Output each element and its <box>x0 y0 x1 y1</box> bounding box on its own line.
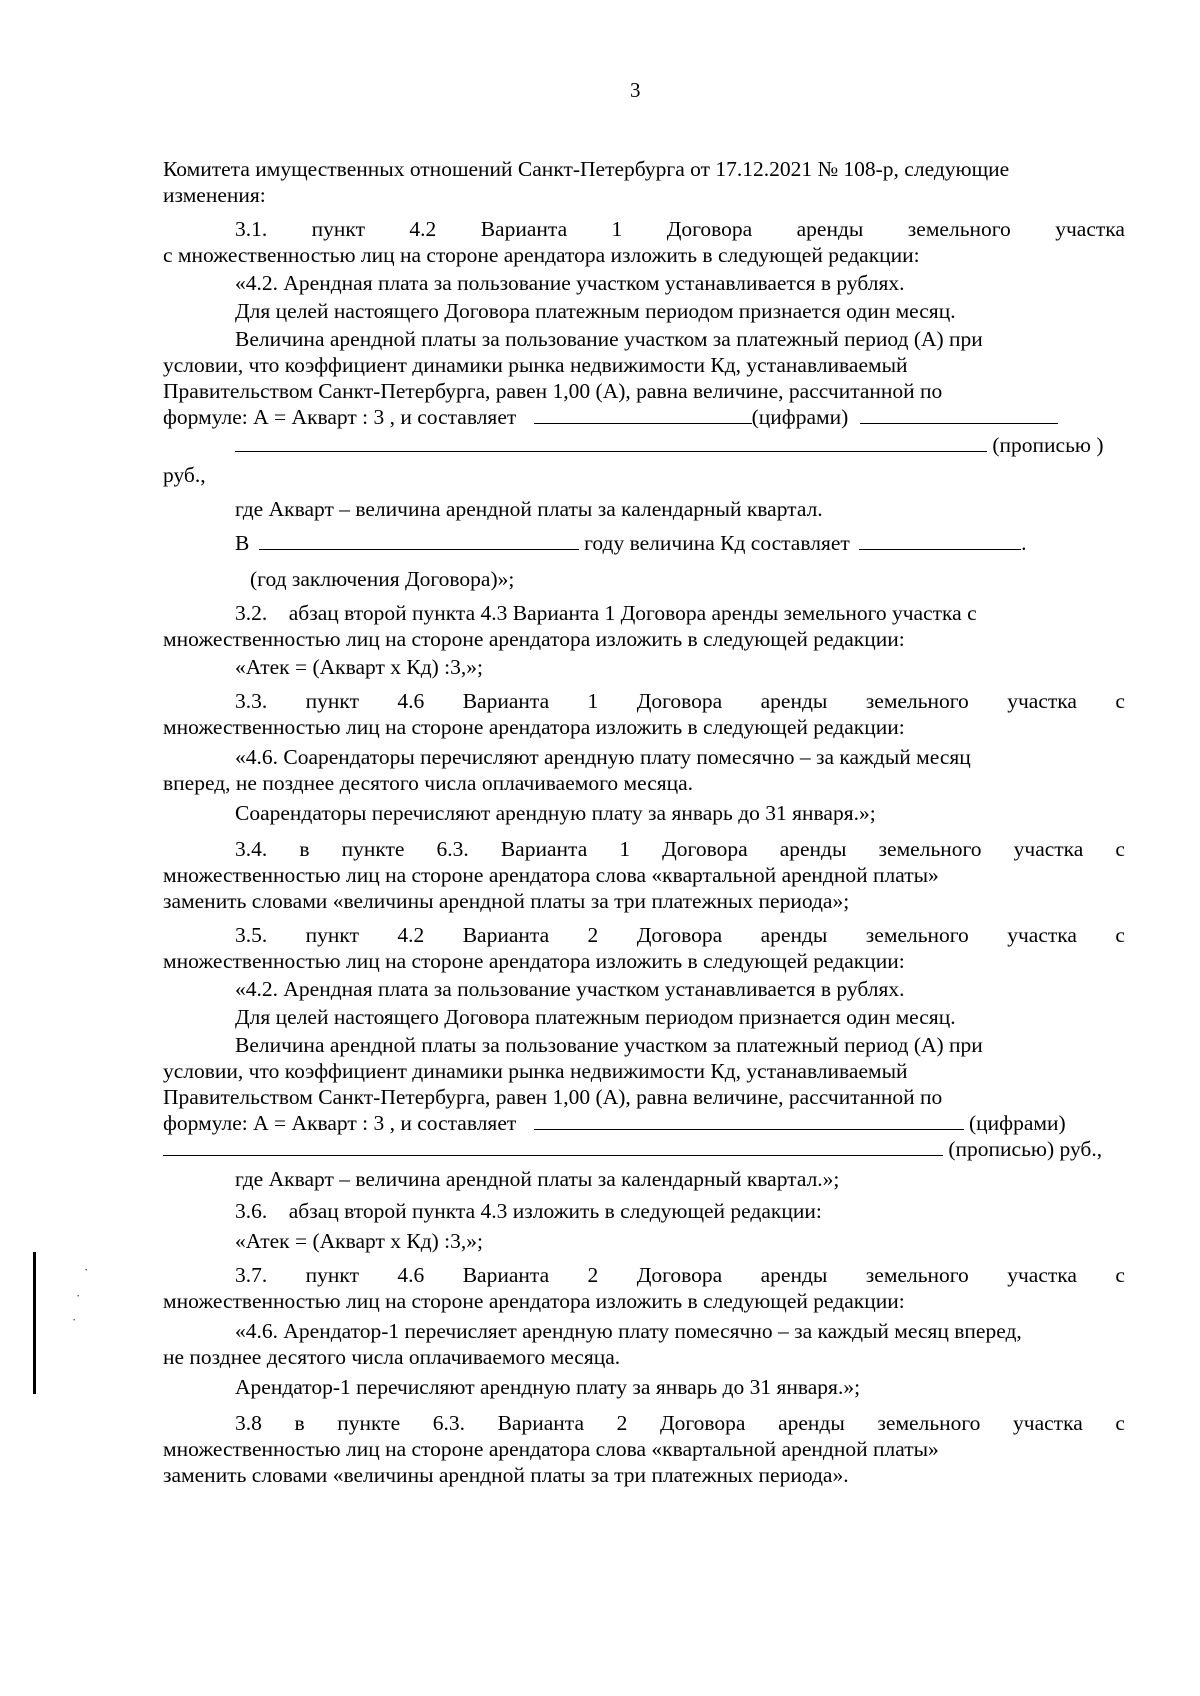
paragraph-line: Величина арендной платы за пользование участком за платежный период (А) при <box>235 1033 983 1057</box>
word: 1 <box>587 689 599 713</box>
amount-words-blank <box>163 1137 943 1156</box>
word: Договора <box>666 217 753 241</box>
word: земельного <box>877 1411 981 1435</box>
word: аренды <box>760 923 828 947</box>
word: 1 <box>611 217 623 241</box>
paragraph-line: множественностью лиц на стороне арендатора слова «квартальной арендной платы» <box>163 863 939 887</box>
word: 6.3. <box>432 1411 465 1435</box>
word: Варианта <box>500 837 588 861</box>
word: 2 <box>587 1263 599 1287</box>
word: в <box>299 837 310 861</box>
words-label: (прописью) руб., <box>948 1137 1103 1161</box>
word: с <box>1115 1263 1125 1287</box>
word: Варианта <box>462 689 550 713</box>
clause-3-2-heading: 3.2. абзац второй пункта 4.3 Варианта 1 Договора аренды земельного участка с <box>235 601 977 625</box>
formula-line-2 <box>235 432 1125 458</box>
paragraph-line: не позднее десятого числа оплачиваемого месяца. <box>163 1345 621 1369</box>
formula-line <box>163 404 1125 430</box>
paragraph-line: заменить словами «величины арендной платы за три платежных периода»; <box>163 889 850 913</box>
word: аренды <box>760 689 828 713</box>
amount-digits-blank <box>534 405 752 424</box>
clause-3-6-heading: 3.6. абзац второй пункта 4.3 изложить в следующей редакции: <box>235 1199 822 1223</box>
paragraph-line: Правительством Санкт-Петербурга, равен 1,00 (А), равна величине, рассчитанной по <box>163 379 943 403</box>
paragraph-line: «Атек = (Акварт х Кд) :3,»; <box>235 655 484 679</box>
word: 4.2 <box>397 923 425 947</box>
clause-3-5-heading <box>235 922 1125 948</box>
paragraph-line: множественностью лиц на стороне арендатора изложить в следующей редакции: <box>163 949 905 973</box>
paragraph-line: Для целей настоящего Договора платежным периодом признается один месяц. <box>235 1005 956 1029</box>
amount-words-blank-2 <box>235 433 987 452</box>
paragraph-line: «4.6. Арендатор-1 перечисляет арендную плату помесячно – за каждый месяц вперед, <box>235 1319 1022 1343</box>
word: участка <box>1013 1411 1083 1435</box>
word: пункте <box>341 837 405 861</box>
paragraph-line: множественностью лиц на стороне арендатора изложить в следующей редакции: <box>163 627 905 651</box>
word: аренды <box>778 1411 845 1435</box>
word: с <box>1115 923 1125 947</box>
paragraph-line: где Акварт – величина арендной платы за календарный квартал.»; <box>235 1167 840 1191</box>
year-text: году величина Кд составляет <box>584 531 850 555</box>
kd-value-blank <box>859 531 1021 550</box>
paragraph-line: вперед, не позднее десятого числа оплачиваемого месяца. <box>163 771 694 795</box>
amount-digits-blank <box>534 1111 964 1130</box>
year-prefix: В <box>235 531 250 555</box>
word: земельного <box>865 689 969 713</box>
word: 2 <box>587 923 599 947</box>
word: с <box>1115 1411 1125 1435</box>
word: 2 <box>616 1411 628 1435</box>
word: пункте <box>337 1411 401 1435</box>
word: Договора <box>636 923 723 947</box>
word: аренды <box>779 837 847 861</box>
paragraph-line: Комитета имущественных отношений Санкт-Петербурга от 17.12.2021 № 108-р, следующие <box>163 157 1010 181</box>
formula-line-2 <box>163 1136 1125 1162</box>
word: Договора <box>636 689 723 713</box>
formula-line <box>163 1110 1125 1136</box>
word: участка <box>1055 217 1125 241</box>
paragraph-line: Величина арендной платы за пользование участком за платежный период (А) при <box>235 327 983 351</box>
clause-3-8-heading <box>235 1410 1125 1436</box>
word: участка <box>1013 837 1084 861</box>
word: Варианта <box>462 923 550 947</box>
period: . <box>1021 531 1027 555</box>
year-line <box>235 530 1125 556</box>
word: 3.7. <box>235 1263 268 1287</box>
paragraph-line: Для целей настоящего Договора платежным периодом признается один месяц. <box>235 299 956 323</box>
paragraph-line: «4.2. Арендная плата за пользование участком устанавливается в рублях. <box>235 977 905 1001</box>
paragraph-line: с множественностью лиц на стороне арендатора изложить в следующей редакции: <box>163 243 920 267</box>
year-blank <box>259 531 579 550</box>
word: Варианта <box>480 217 568 241</box>
word: аренды <box>796 217 864 241</box>
paragraph-line: (год заключения Договора)»; <box>250 567 515 591</box>
word: земельного <box>865 1263 969 1287</box>
word: 4.2 <box>409 217 437 241</box>
word: пункт <box>305 1263 359 1287</box>
paragraph-line: изменения: <box>163 183 266 207</box>
clause-3-1-heading <box>235 216 1125 242</box>
word: земельного <box>865 923 969 947</box>
word: Варианта <box>462 1263 550 1287</box>
word: 3.8 <box>235 1411 262 1435</box>
paragraph-line: Правительством Санкт-Петербурга, равен 1,00 (А), равна величине, рассчитанной по <box>163 1085 943 1109</box>
digits-label: (цифрами) <box>751 405 849 429</box>
word: участка <box>1007 1263 1077 1287</box>
paragraph-line: множественностью лиц на стороне арендатора изложить в следующей редакции: <box>163 1289 905 1313</box>
paragraph-line: Арендатор-1 перечисляют арендную плату за январь до 31 января.»; <box>235 1375 861 1399</box>
formula-text: формуле: А = Акварт : 3 , и составляет <box>163 1111 517 1135</box>
clause-3-4-heading <box>235 836 1125 862</box>
paragraph-line: «4.6. Соарендаторы перечисляют арендную плату помесячно – за каждый месяц <box>235 745 971 769</box>
paragraph-line: Соарендаторы перечисляют арендную плату за январь до 31 января.»; <box>235 801 876 825</box>
word: пункт <box>305 923 359 947</box>
word: аренды <box>760 1263 828 1287</box>
word: Договора <box>659 1411 746 1435</box>
word: 6.3. <box>436 837 469 861</box>
words-label: (прописью ) <box>992 433 1104 457</box>
word: Варианта <box>497 1411 584 1435</box>
word: пункт <box>305 689 359 713</box>
word: 3.3. <box>235 689 268 713</box>
word: Договора <box>662 837 748 861</box>
word: 1 <box>619 837 631 861</box>
amount-words-blank <box>860 405 1058 424</box>
scan-speck: · <box>76 1288 81 1303</box>
paragraph-line: где Акварт – величина арендной платы за календарный квартал. <box>235 497 823 521</box>
word: Договора <box>636 1263 723 1287</box>
word: 4.6 <box>397 1263 425 1287</box>
word: с <box>1115 837 1125 861</box>
word: 3.5. <box>235 923 268 947</box>
scan-margin-bar <box>33 1252 36 1394</box>
scan-speck: · <box>72 1312 77 1327</box>
paragraph-line: условии, что коэффициент динамики рынка недвижимости Кд, устанавливаемый <box>163 1059 908 1083</box>
paragraph-line: множественностью лиц на стороне арендатора слова «квартальной арендной платы» <box>163 1437 939 1461</box>
word: участка <box>1007 923 1077 947</box>
paragraph-line: «Атек = (Акварт х Кд) :3,»; <box>235 1229 484 1253</box>
paragraph-line: заменить словами «величины арендной платы за три платежных периода». <box>163 1463 849 1487</box>
word: с <box>1115 689 1125 713</box>
clause-3-7-heading <box>235 1262 1125 1288</box>
page-number: 3 <box>630 78 641 102</box>
word: 3.4. <box>235 837 268 861</box>
clause-3-3-heading <box>235 688 1125 714</box>
word: участка <box>1007 689 1077 713</box>
scan-speck: · <box>84 1262 89 1277</box>
word: в <box>294 1411 305 1435</box>
paragraph-line: множественностью лиц на стороне арендатора изложить в следующей редакции: <box>163 715 905 739</box>
word: пункт <box>311 217 365 241</box>
paragraph-line: «4.2. Арендная плата за пользование участком устанавливается в рублях. <box>235 271 905 295</box>
digits-label: (цифрами) <box>969 1111 1066 1135</box>
word: 3.1. <box>235 217 268 241</box>
formula-text: формуле: А = Акварт : 3 , и составляет <box>163 405 517 429</box>
paragraph-line: условии, что коэффициент динамики рынка недвижимости Кд, устанавливаемый <box>163 353 908 377</box>
word: земельного <box>878 837 982 861</box>
paragraph-line: руб., <box>163 463 206 487</box>
word: земельного <box>907 217 1011 241</box>
word: 4.6 <box>397 689 425 713</box>
